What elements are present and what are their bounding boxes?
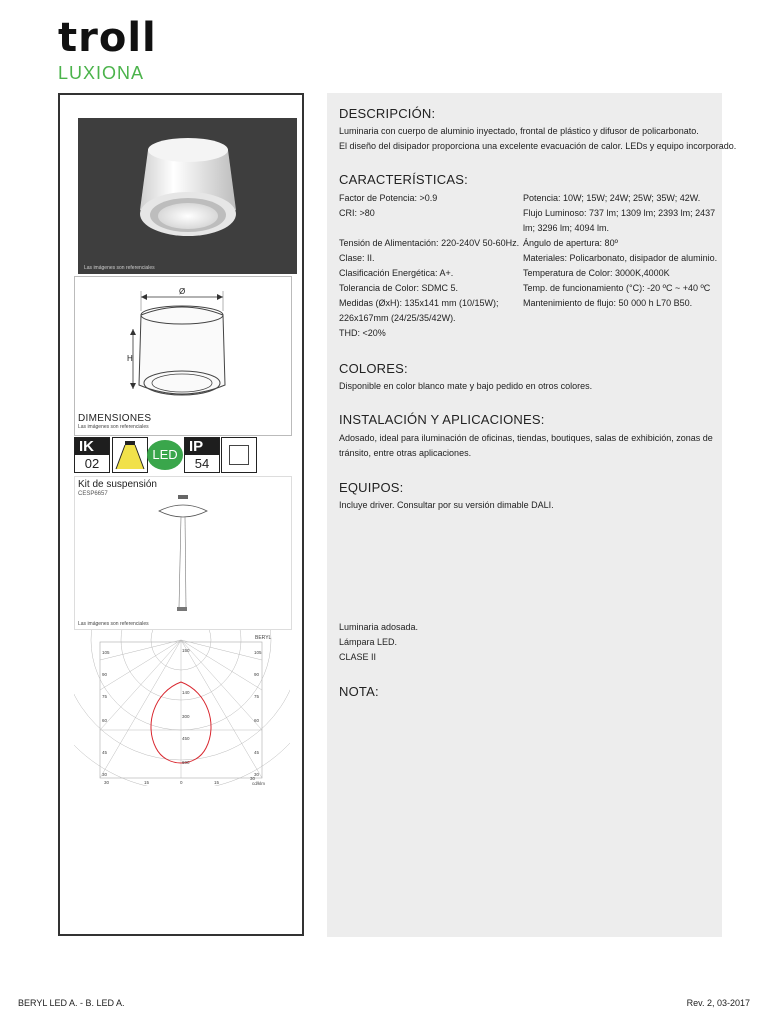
ip-value: 54 (194, 456, 210, 471)
spec-line: Factor de Potencia: >0.9 (339, 193, 438, 203)
equipment-heading: EQUIPOS: (339, 480, 404, 495)
polar-radial-label: 150 (182, 648, 190, 653)
equipment-text: Incluye driver. Consultar por su versión dimable DALI. (339, 500, 554, 510)
spec-line: Materiales: Policarbonato, disipador de aluminio. (523, 253, 718, 263)
description-heading: DESCRIPCIÓN: (339, 106, 436, 121)
ip-label: IP (185, 438, 219, 455)
polar-radial-label: 600 (182, 760, 190, 765)
polar-distribution-chart (74, 630, 290, 786)
height-label: H (127, 354, 133, 363)
photo-caption: Las imágenes son referenciales (84, 265, 155, 271)
spec-line: Temp. de funcionamiento (°C): -20 ºC ~ +40 ºC (523, 283, 711, 293)
spec-line: lm; 3296 lm; 4094 lm. (523, 223, 610, 233)
polar-angle-left: 60 (102, 718, 108, 723)
polar-bottom-label: 15 (214, 780, 220, 785)
spec-line: Tensión de Alimentación: 220-240V 50-60Hz. (339, 238, 520, 248)
characteristics-heading: CARACTERÍSTICAS: (339, 172, 468, 187)
polar-angle-right: 75 (254, 694, 260, 699)
polar-angle-right: 45 (254, 750, 260, 755)
spec-line: Medidas (ØxH): 135x141 mm (10/15W); (339, 298, 499, 308)
kit-title: Kit de suspensión (78, 479, 157, 490)
brand-logo (58, 15, 157, 83)
spec-line: Flujo Luminoso: 737 lm; 1309 lm; 2393 lm; 2437 (523, 208, 716, 218)
kit-diagram (75, 477, 291, 621)
spec-line (339, 221, 519, 236)
description-line: El diseño del disipador proporciona una excelente evacuación de calor. LEDs y equipo incorporado. (339, 141, 737, 151)
notes-block (339, 620, 418, 665)
kit-caption: Las imágenes son referenciales (78, 621, 149, 627)
note-line: Lámpara LED. (339, 637, 398, 647)
spec-line: Ángulo de apertura: 80º (523, 238, 618, 248)
footer-product-name: BERYL LED A. - B. LED A. (18, 998, 125, 1008)
description-line: Luminaria con cuerpo de aluminio inyectado, frontal de plástico y difusor de policarbonato. (339, 126, 699, 136)
ip-badge (184, 437, 220, 473)
ik-value: 02 (84, 456, 100, 471)
polar-angle-left: 90 (102, 672, 108, 677)
polar-angle-left: 45 (102, 750, 108, 755)
note-line: Luminaria adosada. (339, 622, 419, 632)
kit-code: CESP6657 (78, 491, 108, 497)
note-line: CLASE II (339, 652, 377, 662)
diameter-label: Ø (179, 287, 186, 296)
dimensions-drawing (74, 276, 292, 436)
suspension-kit-drawing (74, 476, 292, 630)
dimensions-diagram (75, 277, 291, 411)
spec-line: Potencia: 10W; 15W; 24W; 25W; 35W; 42W. (523, 193, 701, 203)
installation-line: tránsito, entre otras aplicaciones. (339, 448, 472, 458)
description-text (339, 124, 736, 154)
dimensions-caption: Las imágenes son referenciales (78, 424, 149, 430)
polar-angle-right: 60 (254, 718, 260, 723)
dimensions-title: DIMENSIONES (78, 413, 152, 424)
spec-line: Tolerancia de Color: SDMC 5. (339, 283, 459, 293)
certification-badges (74, 437, 294, 473)
polar-radial-label: 300 (182, 714, 190, 719)
installation-line: Adosado, ideal para iluminación de oficinas, tiendas, boutiques, salas de exhibición, zonas de (339, 433, 713, 443)
class-ii-icon (221, 437, 257, 473)
polar-bottom-label: 0 (180, 780, 183, 785)
polar-bottom-label: 15 (144, 780, 150, 785)
spec-line: Clasificación Energética: A+. (339, 268, 454, 278)
characteristics-right (523, 191, 718, 311)
polar-bottom-label: 30 (250, 776, 256, 781)
installation-heading: INSTALACIÓN Y APLICACIONES: (339, 412, 545, 427)
polar-angle-left: 75 (102, 694, 108, 699)
polar-angle-right: 105 (254, 650, 262, 655)
nota-heading: NOTA: (339, 684, 379, 699)
ik-badge (74, 437, 110, 473)
logo-sub-text: LUXIONA (58, 63, 145, 83)
spec-line: Mantenimiento de flujo: 50 000 h L70 B50. (523, 298, 693, 308)
polar-bottom-label: 30 (104, 780, 110, 785)
luminaire-illustration (78, 118, 297, 274)
polar-angle-left: 105 (102, 650, 110, 655)
led-icon: LED (147, 440, 183, 470)
ik-label: IK (75, 438, 109, 455)
polar-angle-right: 30 (254, 772, 260, 777)
footer-revision: Rev. 2, 03-2017 (686, 998, 750, 1008)
spec-line: Clase: II. (339, 253, 375, 263)
installation-text (339, 431, 713, 461)
polar-label: BERYL (255, 635, 272, 641)
polar-radial-label: 140 (182, 690, 190, 695)
logo-brand-text: troll (58, 15, 157, 61)
spec-line: CRI: >80 (339, 208, 375, 218)
polar-angle-left: 30 (102, 772, 108, 777)
polar-unit: cd/klm (252, 781, 266, 786)
colors-text: Disponible en color blanco mate y bajo pedido en otros colores. (339, 381, 593, 391)
polar-angle-right: 90 (254, 672, 260, 677)
product-photo (78, 118, 297, 274)
beam-lamp-icon (112, 437, 148, 473)
polar-radial-label: 450 (182, 736, 190, 741)
colors-heading: COLORES: (339, 361, 408, 376)
spec-line: THD: <20% (339, 328, 386, 338)
spec-line: 226x167mm (24/25/35/42W). (339, 313, 456, 323)
characteristics-left (339, 191, 519, 341)
spec-line: Temperatura de Color: 3000K,4000K (523, 268, 670, 278)
polar-diagram (74, 630, 290, 786)
